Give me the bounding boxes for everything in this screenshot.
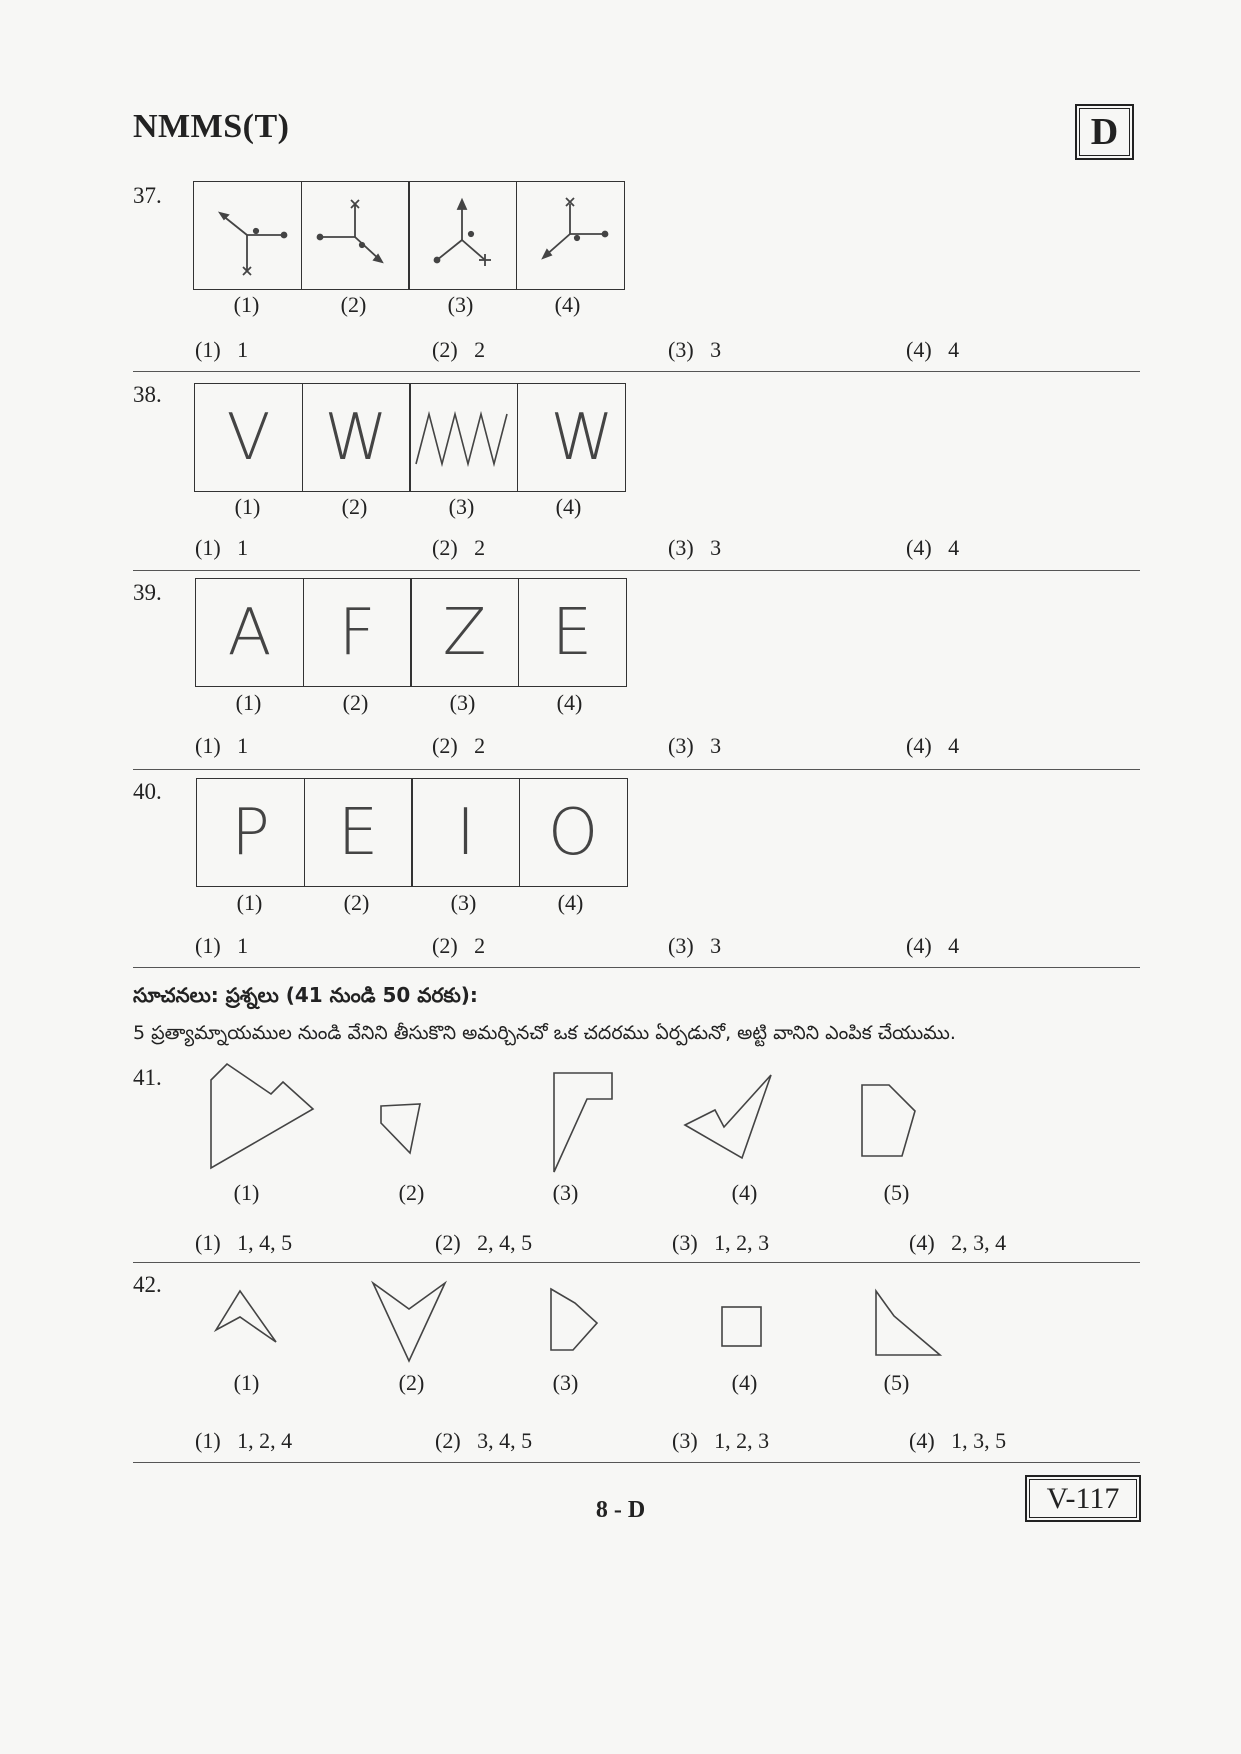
q38-figure-strip xyxy=(194,383,626,492)
paper-code: V-117 xyxy=(1029,1479,1137,1518)
figure-label: (1) xyxy=(233,1370,260,1395)
q42-figure-3 xyxy=(545,1284,605,1354)
option-value: 4 xyxy=(948,337,960,362)
q42-figure-4 xyxy=(715,1300,765,1350)
figure-letter: Z xyxy=(442,595,487,670)
option-1[interactable] xyxy=(195,1230,292,1256)
q39-figure-1 xyxy=(195,578,304,687)
figure-label: (1) xyxy=(236,890,263,915)
figure-letter: W xyxy=(324,400,388,475)
q37-figure-3 xyxy=(408,181,517,290)
option-value: 1, 2, 3 xyxy=(714,1230,770,1255)
option-value: 4 xyxy=(948,535,960,560)
option-number: (1) xyxy=(195,933,221,958)
q41-figure-4 xyxy=(678,1068,778,1163)
option-value: 4 xyxy=(948,933,960,958)
figure-letter: F xyxy=(338,595,376,670)
q38-figure-labels xyxy=(194,494,622,520)
divider xyxy=(133,371,1140,372)
option-value: 3 xyxy=(710,733,722,758)
figure-label: (3) xyxy=(449,690,476,715)
q38-figure-3 xyxy=(409,383,518,492)
option-value: 2, 3, 4 xyxy=(951,1230,1007,1255)
q39-figure-strip xyxy=(195,578,627,687)
divider xyxy=(133,570,1140,571)
option-3[interactable] xyxy=(672,1428,769,1454)
q42-figure-2 xyxy=(368,1278,448,1363)
q41-figure-1 xyxy=(200,1060,320,1175)
figure-letter: V xyxy=(226,400,271,475)
option-1[interactable] xyxy=(195,337,248,363)
question-number: 41. xyxy=(133,1065,162,1090)
figure-label: (4) xyxy=(731,1370,758,1395)
option-3[interactable] xyxy=(668,535,721,561)
option-1[interactable] xyxy=(195,535,248,561)
set-code: D xyxy=(1079,108,1130,156)
option-number: (1) xyxy=(195,1428,221,1453)
option-value: 1 xyxy=(237,535,249,560)
q41-figure-5 xyxy=(855,1080,930,1160)
figure-label: (2) xyxy=(398,1370,425,1395)
option-value: 1 xyxy=(237,337,249,362)
q40-figure-strip xyxy=(196,778,628,887)
figure-label: (3) xyxy=(448,494,475,519)
option-value: 3 xyxy=(710,933,722,958)
option-number: (1) xyxy=(195,535,221,560)
option-number: (1) xyxy=(195,1230,221,1255)
figure-letter: A xyxy=(227,595,272,670)
option-number: (3) xyxy=(672,1428,698,1453)
q41-figure-3 xyxy=(545,1068,615,1173)
figure-letter: O xyxy=(547,795,599,870)
option-4[interactable] xyxy=(906,933,959,959)
option-number: (4) xyxy=(906,733,932,758)
q40-figure-4 xyxy=(519,778,628,887)
option-value: 1, 4, 5 xyxy=(237,1230,293,1255)
paper-code-box xyxy=(1025,1475,1141,1522)
option-number: (2) xyxy=(432,733,458,758)
q37-figure-1 xyxy=(193,181,302,290)
option-value: 1, 2, 4 xyxy=(237,1428,293,1453)
instructions-heading: సూచనలు: ప్రశ్నలు (41 నుండి 50 వరకు): xyxy=(133,983,478,1007)
option-value: 3, 4, 5 xyxy=(477,1428,533,1453)
q39-figure-labels xyxy=(195,690,623,716)
q39-figure-2 xyxy=(303,578,412,687)
q40-figure-1 xyxy=(196,778,305,887)
option-3[interactable] xyxy=(668,337,721,363)
q37-figure-strip xyxy=(193,181,625,290)
q41-figure-2 xyxy=(374,1098,434,1158)
option-value: 2 xyxy=(474,337,486,362)
q40-figure-labels xyxy=(196,890,624,916)
option-value: 2 xyxy=(474,733,486,758)
page-number: 8 - D xyxy=(595,1497,646,1523)
question-number: 37. xyxy=(133,183,162,208)
option-number: (2) xyxy=(432,933,458,958)
figure-label: (2) xyxy=(342,690,369,715)
option-number: (4) xyxy=(906,933,932,958)
q42-figure-1 xyxy=(210,1285,280,1345)
q37-figure-labels xyxy=(193,292,621,318)
option-number: (1) xyxy=(195,733,221,758)
option-value: 2, 4, 5 xyxy=(477,1230,533,1255)
option-number: (2) xyxy=(432,535,458,560)
question-number: 40. xyxy=(133,779,162,804)
figure-label: (4) xyxy=(554,292,581,317)
figure-label: (1) xyxy=(234,494,261,519)
figure-label: (2) xyxy=(340,292,367,317)
option-value: 3 xyxy=(710,337,722,362)
divider xyxy=(133,1262,1140,1263)
option-number: (4) xyxy=(909,1428,935,1453)
option-number: (4) xyxy=(906,337,932,362)
option-number: (4) xyxy=(909,1230,935,1255)
figure-label: (3) xyxy=(552,1180,579,1205)
option-number: (3) xyxy=(672,1230,698,1255)
figure-letter: E xyxy=(551,595,593,670)
figure-label: (3) xyxy=(447,292,474,317)
option-1[interactable] xyxy=(195,933,248,959)
set-code-box xyxy=(1075,104,1134,160)
option-2[interactable] xyxy=(435,1428,532,1454)
figure-label: (4) xyxy=(731,1180,758,1205)
figure-label: (1) xyxy=(233,292,260,317)
option-1[interactable] xyxy=(195,733,248,759)
figure-label: (3) xyxy=(450,890,477,915)
figure-label: (4) xyxy=(556,690,583,715)
option-4[interactable] xyxy=(906,337,959,363)
option-3[interactable] xyxy=(668,933,721,959)
q38-figure-4 xyxy=(517,383,626,492)
option-value: 4 xyxy=(948,733,960,758)
option-1[interactable] xyxy=(195,1428,292,1454)
option-value: 1, 3, 5 xyxy=(951,1428,1007,1453)
option-number: (1) xyxy=(195,337,221,362)
option-number: (3) xyxy=(668,933,694,958)
option-value: 2 xyxy=(474,535,486,560)
option-number: (4) xyxy=(906,535,932,560)
figure-label: (5) xyxy=(883,1370,910,1395)
figure-letter: I xyxy=(456,795,475,870)
exam-title: NMMS(T) xyxy=(133,108,290,145)
option-4[interactable] xyxy=(906,535,959,561)
figure-label: (1) xyxy=(233,1180,260,1205)
option-4[interactable] xyxy=(909,1428,1006,1454)
option-number: (3) xyxy=(668,337,694,362)
q38-figure-2 xyxy=(302,383,411,492)
figure-label: (1) xyxy=(235,690,262,715)
figure-label: (2) xyxy=(341,494,368,519)
option-2[interactable] xyxy=(432,933,485,959)
divider xyxy=(133,769,1140,770)
q38-figure-1 xyxy=(194,383,303,492)
q37-figure-4 xyxy=(516,181,625,290)
option-2[interactable] xyxy=(432,535,485,561)
option-number: (2) xyxy=(435,1428,461,1453)
q37-figure-2 xyxy=(301,181,410,290)
option-number: (3) xyxy=(668,733,694,758)
q40-figure-2 xyxy=(304,778,413,887)
option-number: (3) xyxy=(668,535,694,560)
figure-letter: E xyxy=(337,795,379,870)
figure-label: (2) xyxy=(343,890,370,915)
figure-label: (4) xyxy=(555,494,582,519)
option-3[interactable] xyxy=(668,733,721,759)
question-number: 42. xyxy=(133,1272,162,1297)
option-number: (2) xyxy=(435,1230,461,1255)
option-value: 1 xyxy=(237,933,249,958)
option-value: 3 xyxy=(710,535,722,560)
option-value: 1, 2, 3 xyxy=(714,1428,770,1453)
q39-figure-3 xyxy=(410,578,519,687)
option-2[interactable] xyxy=(432,733,485,759)
figure-label: (4) xyxy=(557,890,584,915)
option-value: 2 xyxy=(474,933,486,958)
instructions-text: 5 ప్రత్యామ్నాయముల నుండి వేనిని తీసుకొని అమర్చినచో ఒక చదరము ఏర్పడునో, అట్టి వానిని ఎంపిక చేయుము. xyxy=(133,1022,956,1044)
option-4[interactable] xyxy=(906,733,959,759)
figure-letter: W xyxy=(550,400,592,475)
divider xyxy=(133,967,1140,968)
question-number: 38. xyxy=(133,382,162,407)
figure-label: (3) xyxy=(552,1370,579,1395)
question-number: 39. xyxy=(133,580,162,605)
option-4[interactable] xyxy=(909,1230,1006,1256)
option-number: (2) xyxy=(432,337,458,362)
q40-figure-3 xyxy=(411,778,520,887)
figure-label: (5) xyxy=(883,1180,910,1205)
divider xyxy=(133,1462,1140,1463)
q39-figure-4 xyxy=(518,578,627,687)
option-2[interactable] xyxy=(435,1230,532,1256)
q42-figure-5 xyxy=(870,1285,945,1360)
figure-letter: P xyxy=(231,795,270,870)
option-2[interactable] xyxy=(432,337,485,363)
option-3[interactable] xyxy=(672,1230,769,1256)
figure-label: (2) xyxy=(398,1180,425,1205)
option-value: 1 xyxy=(237,733,249,758)
